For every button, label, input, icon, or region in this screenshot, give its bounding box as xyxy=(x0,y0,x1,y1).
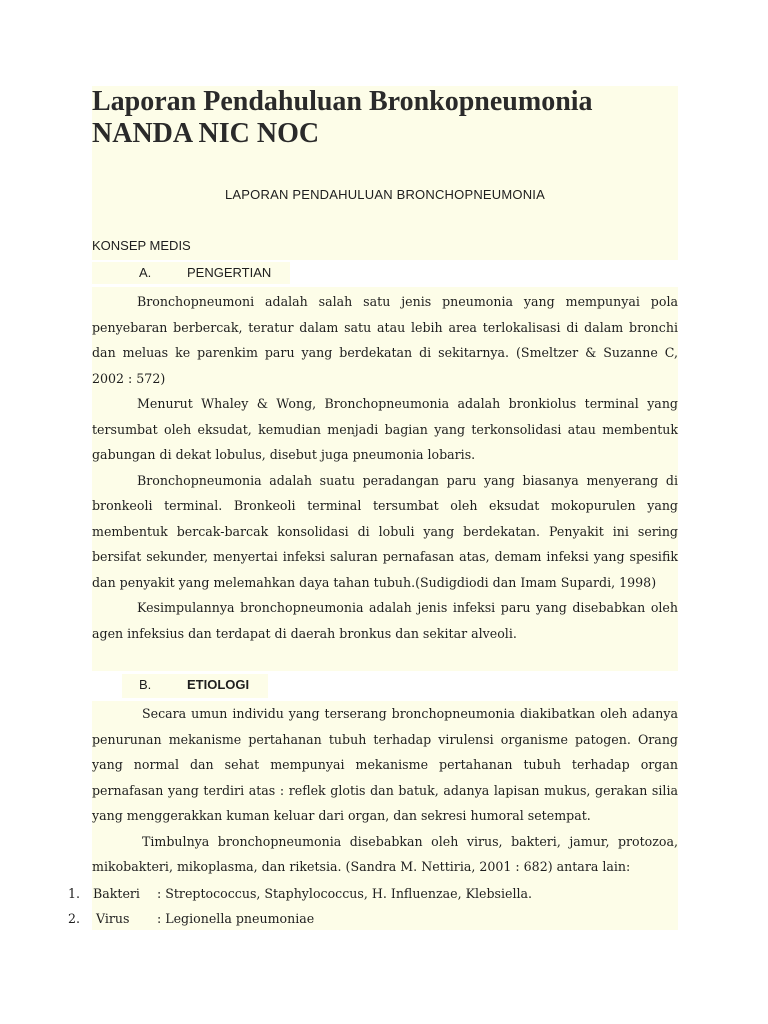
list-name: Virus xyxy=(96,911,130,926)
list-number: 1. xyxy=(68,886,81,901)
list-name: Bakteri xyxy=(93,886,140,901)
list-description: : Legionella pneumoniae xyxy=(157,911,315,926)
pengertian-body xyxy=(92,287,678,671)
list-item xyxy=(0,881,680,906)
paragraph: Timbulnya bronchopneumonia disebabkan oleh virus, bakteri, jamur, protozoa, mikobakteri, mikoplasma, dan riketsia. (Sandra M. Nettiria, 2001 : 682) antara lain: xyxy=(92,833,678,874)
paragraph: Kesimpulannya bronchopneumonia adalah jenis infeksi paru yang disebabkan oleh agen infeksius dan terdapat di daerah bronkus dan sekitar alveoli. xyxy=(92,600,678,641)
subsection-b-label: ETIOLOGI xyxy=(187,677,250,692)
list-item xyxy=(0,906,680,931)
subsection-b-heading xyxy=(139,677,319,695)
cause-list xyxy=(0,881,680,931)
subsection-a-heading xyxy=(139,265,319,283)
subsection-b-letter: B. xyxy=(139,677,152,692)
paragraph: Bronchopneumoni adalah salah satu jenis pneumonia yang mempunyai pola penyebaran berbercak, teratur dalam satu atau lebih area terlokalisasi di dalam bronchi dan meluas ke parenkim paru yang berdekatan di sekitarnya. (Smeltzer & Suzanne C, 2002 : 572) xyxy=(92,294,678,386)
document-title: Laporan Pendahuluan Bronkopneumonia NANDA NIC NOC xyxy=(92,86,593,149)
document-heading: LAPORAN PENDAHULUAN BRONCHOPNEUMONIA xyxy=(225,187,545,202)
subsection-a-label: PENGERTIAN xyxy=(187,265,272,280)
paragraph: Bronchopneumonia adalah suatu peradangan paru yang biasanya menyerang di bronkeoli terminal. Bronkeoli terminal tersumbat oleh eksudat mokopurulen yang membentuk bercak-barcak konsolidasi di lobuli yang berdekatan. Penyakit ini sering bersifat sekunder, menyertai infeksi saluran pernafasan atas, demam infeksi yang spesifik dan penyakit yang melemahkan daya tahan tubuh.(Sudigdiodi dan Imam Supardi, 1998) xyxy=(92,472,678,590)
subsection-a-letter: A. xyxy=(139,265,152,280)
list-description: : Streptococcus, Staphylococcus, H. Influenzae, Klebsiella. xyxy=(157,886,533,901)
paragraph: Menurut Whaley & Wong, Bronchopneumonia adalah bronkiolus terminal yang tersumbat oleh eksudat, kemudian menjadi bagian yang terkonsolidasi atau membentuk gabungan di dekat lobulus, disebut juga pneumonia lobaris. xyxy=(92,396,678,462)
paragraph: Secara umun individu yang terserang bronchopneumonia diakibatkan oleh adanya penurunan mekanisme pertahanan tubuh terhadap virulensi organisme patogen. Orang yang normal dan sehat mempunyai mekanisme pertahanan tubuh terhadap organ pernafasan yang terdiri atas : reflek glotis dan batuk, adanya lapisan mukus, gerakan silia yang menggerakkan kuman keluar dari organ, dan sekresi humoral setempat. xyxy=(92,706,678,823)
section-heading-konsep-medis: KONSEP MEDIS xyxy=(92,238,191,253)
list-number: 2. xyxy=(68,911,81,926)
